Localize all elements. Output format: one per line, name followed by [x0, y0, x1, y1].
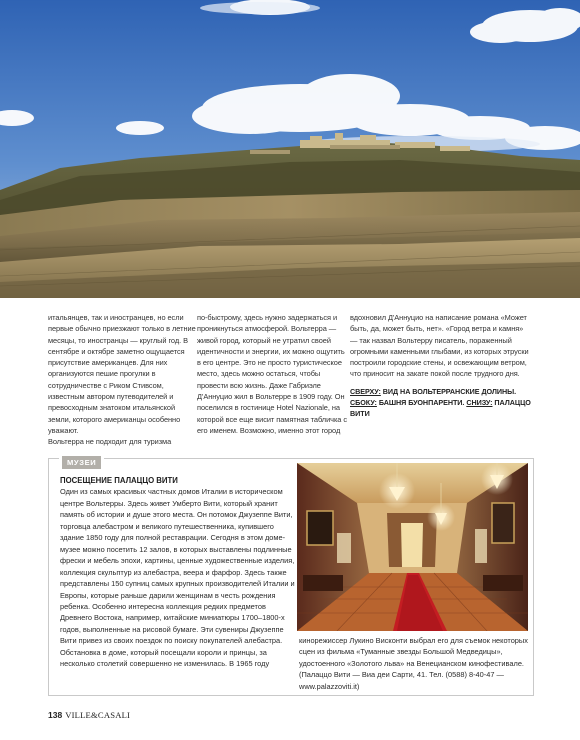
column-2: [197, 312, 349, 436]
column-1-text: итальянцев, так и иностранцев, но если первые обычно приезжают только в летние месяцы, то иностранцы — круглый год. В сентябре и октябре заметно ощущается присутствие американцев. Для них организуются пешие прогулки в сотрудничестве с Риком Стивсом, известным автором путеводителей и превосходным знатоком итальянской земли, которого американцы особенно уважают.: [48, 313, 196, 435]
column-1: [48, 312, 198, 448]
page-number: 138: [48, 710, 63, 720]
magazine-name: VILLE&CASALI: [65, 710, 131, 720]
column-1-text-end: Вольтерра не подходит для туризма: [48, 437, 172, 447]
section-tag: МУЗЕИ: [59, 452, 104, 470]
column-3: [350, 312, 532, 420]
hero-photo: [0, 0, 580, 298]
museum-body: Один из самых красивых частных домов Италии в историческом центре Вольтерры. Здесь живет Умберто Вити, который хранит память об истории и душе этого места. Он потомок Джузеппе Вити, торговца алебастром и великого путешественника, купившего здание 1850 году для полной реставрации. Сегодня в этом доме-музее можно посетить 12 залов, в которых выставлены подлинные фрески и мебель эпохи, картины, ценные художественные изделия, коллекция скульптур из алебастра, веера и фарфор. Здесь также представлены 150 супниц самых крупных производителей Италии и Европы, которые раньше дарили женщинам в честь рождения ребенка. Особенно интересна коллекция редких предметов Древнего Востока, например, китайские миниатюры 1700–1800-х годов, выполненные на рисовой бумаге. Эти сувениры Джузеппе Вити привез из своих поездок по поиску покупателей алебастра. Обстановка в доме, который посещали короли и принцы, за несколько столетий совершенно не изменилась. В 1965 году: [60, 487, 295, 669]
museum-continued: кинорежиссер Лукино Висконти выбрал его для съемок некоторых сцен из фильма «Туманные звезды Большой Медведицы», удостоенного «Золотого льва» на Венецианском кинофестивале. (Палаццо Вити — Виа деи Сарти, 41. Тел. (0588) 8-40-47 — www.palazzoviti.it): [299, 636, 528, 691]
column-3-text: вдохновил Д'Аннуцио на написание романа «Может быть, да, может быть, нет». «Город ветра и камня» — так назвал Вольтерру писатель, пораженный огромными каменными глыбами, из которых этруски построили городские стены, и освежающим ветром, что приносит на закате покой после трудного дня.: [350, 313, 529, 379]
museum-text: [60, 475, 296, 670]
article-columns: [48, 312, 532, 447]
caption-top: СВЕРХУ: ВИД НА ВОЛЬТЕРРАНСКИЕ ДОЛИНЫ.: [350, 386, 517, 396]
page-footer: [48, 710, 130, 720]
column-2-text: по-быстрому, здесь нужно задержаться и проникнуться атмосферой. Вольтерра — живой город, который не утратил своей идентичности и энергии, их можно ощутить в его центре. Это не просто туристическое место, здесь можно остаться, чтобы провести всю жизнь. Даже Габриэле Д'Аннуцио жил в Вольтерре в 1909 году. Он поселился в гостинице Hotel Nazionale, на которой все еще висит памятная табличка с его именем. Возможно, именно этот город: [197, 313, 348, 435]
museum-box: [48, 458, 534, 696]
museum-title: ПОСЕЩЕНИЕ ПАЛАЦЦО ВИТИ: [60, 476, 178, 485]
photo-captions: [350, 386, 532, 420]
caption-side-bottom: СБОКУ: БАШНЯ БУОНПАРЕНТИ. СНИЗУ: ПАЛАЦЦО ВИТИ: [350, 398, 531, 419]
palazzo-viti-photo: [297, 463, 528, 631]
museum-text-continued: [299, 635, 529, 692]
